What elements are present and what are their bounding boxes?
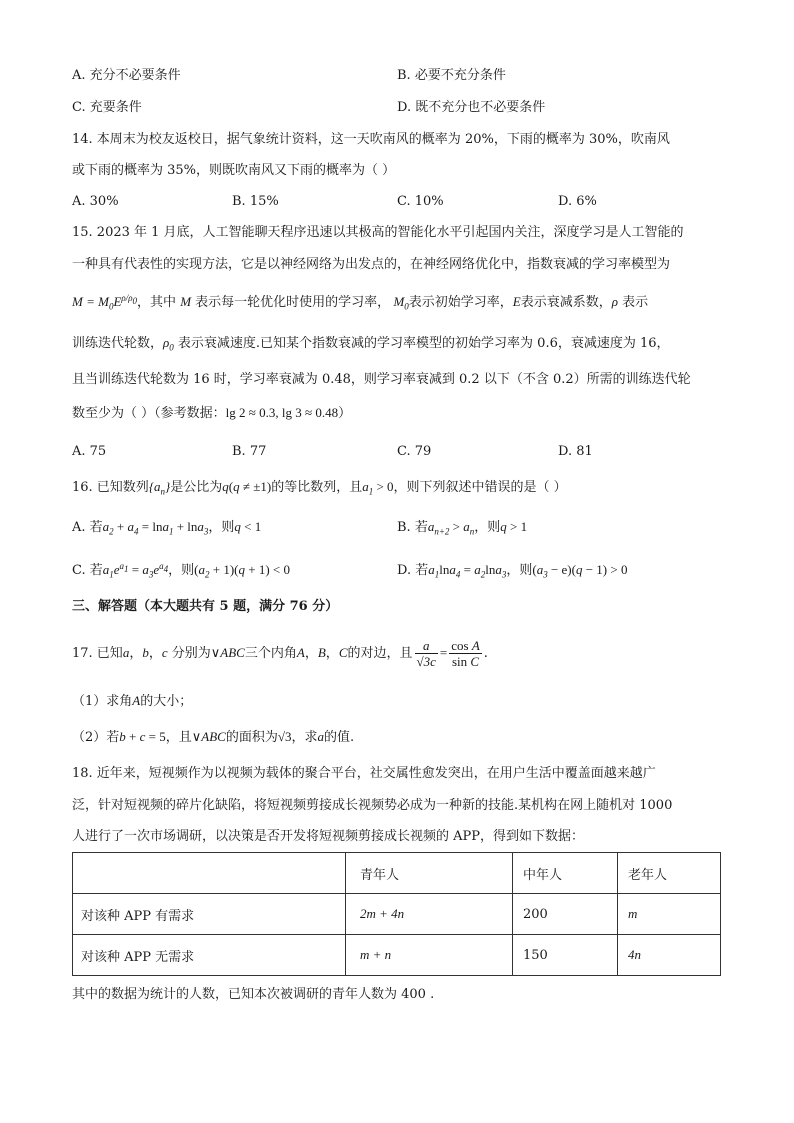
q15-line-3: $M = M_0E^{\rho/\rho_0}$，其中 M 表示每一轮优化时使用的学习率， $M_0$表示初始学习率，E表示衰减系数，ρ 表示: [72, 292, 649, 312]
q14-line-2: 或下雨的概率为 35%，则既吹南风又下雨的概率为（ ）: [72, 163, 396, 178]
q13-option-d: D. 既不充分也不必要条件: [397, 100, 546, 115]
q14-option-b: B. 15%: [232, 194, 279, 209]
q16-option-a: A. 若$a_2 + a_4 = \ln a_1 + \ln a_3$，则q < 1: [72, 519, 262, 537]
q17-stem: 17. 已知a，b，c 分别为∨ABC三个内角A，B，C的对边，且 $\frac{a}{√3c}$ = $\frac{\text{cos A}}{\text{sin C}}$ .: [72, 638, 488, 669]
q13-option-c: C. 充要条件: [72, 100, 142, 115]
q18-line-3: 人进行了一次市场调研，以决策是否开发将短视频剪接成长视频的 APP，得到如下数据：: [72, 829, 585, 844]
q15-line-1: 15. 2023 年 1 月底，人工智能聊天程序迅速以其极高的智能化水平引起国内关注，深度学习是人工智能的: [72, 225, 684, 240]
q15-option-d: D. 81: [558, 444, 593, 459]
table-cell: 2m + 4n: [346, 894, 513, 935]
q13-option-a: A. 充分不必要条件: [72, 68, 181, 83]
table-row: [73, 894, 721, 935]
q15-line-5: 且当训练迭代轮数为 16 时，学习率衰减为 0.48，则学习率衰减到 0.2 以下（不含 0.2）所需的训练迭代轮: [72, 372, 691, 387]
section-title: 三、解答题（本大题共有 5 题，满分 76 分）: [72, 599, 339, 614]
q13-option-b: B. 必要不充分条件: [397, 68, 506, 83]
table-header-cell: 青年人: [346, 853, 513, 894]
q15-line-4: 训练迭代轮数，$\rho_0$ 表示衰减速度.已知某个指数衰减的学习率模型的初始学习率为 0.6，衰减速度为 16，: [72, 335, 670, 353]
q17-part-2: （2）若b + c = 5，且∨ABC的面积为√3，求a的值.: [72, 729, 355, 745]
q18-footer: 其中的数据为统计的人数，已知本次被调研的青年人数为 400 .: [72, 987, 435, 1002]
table-cell: m: [618, 894, 721, 935]
table-cell: m + n: [346, 935, 513, 976]
table-cell: 200: [513, 894, 618, 935]
table-header-cell: 中年人: [513, 853, 618, 894]
q16-stem: 16. 已知数列$\{a_n\}$是公比为q(q ≠ ±1)的等比数列，且$a_1 > 0$，则下列叙述中错误的是（ ）: [72, 479, 567, 497]
formula-reference-logs: lg 2 ≈ 0.3, lg 3 ≈ 0.48: [225, 405, 339, 420]
table-cell: 对该种 APP 无需求: [73, 935, 346, 976]
q14-option-c: C. 10%: [397, 194, 444, 209]
survey-table: [72, 852, 721, 976]
q18-line-1: 18. 近年来，短视频作为以视频为载体的聚合平台，社交属性愈发突出，在用户生活中覆盖面越来越广: [72, 766, 656, 781]
table-cell: 对该种 APP 有需求: [73, 894, 346, 935]
q15-line-6: 数至少为（ ）（参考数据：lg 2 ≈ 0.3, lg 3 ≈ 0.48）: [72, 405, 352, 421]
table-header-cell: [73, 853, 346, 894]
table-cell: 150: [513, 935, 618, 976]
q15-option-c: C. 79: [397, 444, 432, 459]
q15-option-b: B. 77: [232, 444, 267, 459]
q18-line-2: 泛，针对短视频的碎片化缺陷，将短视频剪接成长视频势必成为一种新的技能.某机构在网上随机对 1000: [72, 798, 673, 813]
formula-learning-rate-model: $M = M_0E^{\rho/\rho_0}$: [72, 292, 138, 312]
q14-option-d: D. 6%: [558, 194, 597, 209]
q17-part-1: （1）求角A的大小；: [72, 693, 193, 709]
q14-line-1: 14. 本周末为校友返校日，据气象统计资料，这一天吹南风的概率为 20%，下雨的概率为 30%，吹南风: [72, 132, 670, 147]
q16-option-b: B. 若$a_{n+2} > a_n$，则q > 1: [397, 519, 528, 537]
table-cell: 4n: [618, 935, 721, 976]
q15-line-2: 一种具有代表性的实现方法，它是以神经网络为出发点的，在神经网络优化中，指数衰减的学习率模型为: [72, 257, 671, 272]
q15-option-a: A. 75: [72, 444, 107, 459]
table-header-cell: 老年人: [618, 853, 721, 894]
table-header-row: [73, 853, 721, 894]
q16-option-c: C. 若$a_1e^{a_1} = a_3e^{a_4}$，则$(a_2 + 1)(q + 1) < 0$: [72, 560, 291, 580]
q14-option-a: A. 30%: [72, 194, 119, 209]
q16-option-d: D. 若$a_1\ln a_4 = a_2\ln a_3$，则$(a_3 - e)(q - 1) > 0$: [397, 562, 628, 580]
table-row: [73, 935, 721, 976]
fraction-cosA-over-sinC: $\frac{\text{cos A}}{\text{sin C}}$: [451, 638, 480, 669]
fraction-a-over-sqrt3c: $\frac{a}{√3c}$: [416, 638, 436, 669]
